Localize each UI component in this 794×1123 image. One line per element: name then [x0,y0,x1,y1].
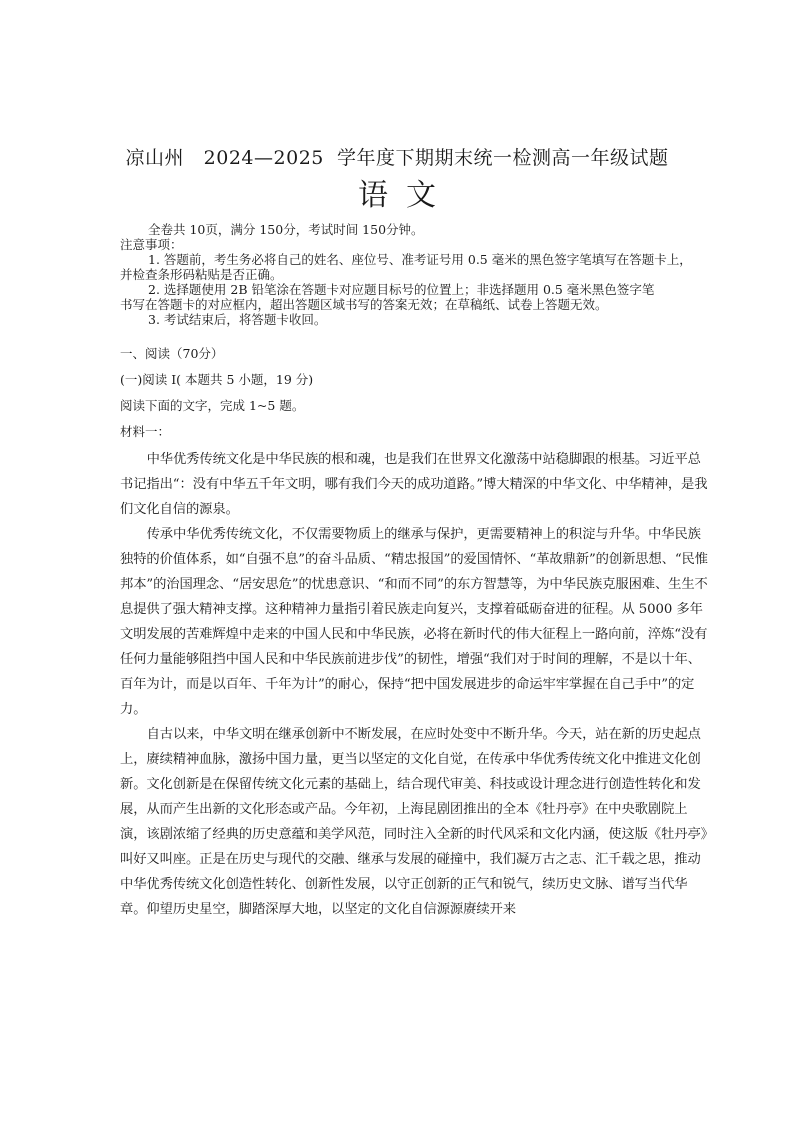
notice-item-continued: 书写在答题卡的对应框内，超出答题区域书写的答案无效；在草稿纸、试卷上答题无效。 [120,297,608,312]
subject-title: 语文 [358,178,454,213]
material-paragraph: 传承中华优秀传统文化，不仅需要物质上的继承与保护，更需要精神上的积淀与升华。中华民族独特的价值体系，如“自强不息”的奋斗品质、“精忠报国”的爱国情怀、“革故鼎新”的创新思想、“民惟邦本”的治国理念、“居安思危”的忧患意识、“和而不同”的东方智慧等，为中华民族克服困难、生生不息提供了强大精神支撑。这种精神力量指引着民族走向复兴，支撑着砥砺奋进的征程。从 5000 多年文明发展的苦难辉煌中走来的中国人民和中华民族，必将在新时代的伟大征程上一路向前，淬炼“没有任何力量能够阻挡中国人民和中华民族前进步伐”的韧性，增强“我们对于时间的理解，不是以十年、百年为计，而是以百年、千年为计”的耐心，保持“把中国发展进步的命运牢牢掌握在自己手中”的定力。 [120,527,708,717]
material-paragraph: 自古以来，中华文明在继承创新中不断发展，在应时处变中不断升华。今天，站在新的历史起点上，赓续精神血脉，激扬中国力量，更当以坚定的文化自觉，在传承中华优秀传统文化中推进文化创新。文化创新是在保留传统文化元素的基础上，结合现代审美、科技或设计理念进行创造性转化和发展，从而产生出新的文化形态或产品。今年初，上海昆剧团推出的全本《牡丹亭》在中央歌剧院上演，该剧浓缩了经典的历史意蕴和美学风范，同时注入全新的时代风采和文化内涵，使这版《牡丹亭》叫好又叫座。正是在历史与现代的交融、继承与发展的碰撞中，我们凝万古之志、汇千载之思，推动中华优秀传统文化创造性转化、创新性发展，以守正创新的正气和锐气，续历史文脉、谱写当代华章。仰望历史星空，脚踏深厚大地，以坚定的文化自信源源赓续开来 [120,727,708,917]
notice-item: 1. 答题前，考生务必将自己的姓名、座位号、准考证号用 0.5 毫米的黑色签字笔填写在答题卡上， [148,252,692,267]
subsection-heading: (一)阅读 I( 本题共 5 小题，19 分) [120,372,314,387]
notice-item-continued: 并检查条形码粘贴是否正确。 [120,267,283,282]
instructions [120,222,710,327]
exam-title: 凉山州 2024—2025 学年度下期期末统一检测高一年级试题 [125,147,669,169]
material-label: 材料一： [120,424,171,439]
notice-item: 3. 考试结束后，将答题卡收回。 [148,312,327,327]
exam-summary: 全卷共 10页，满分 150分，考试时间 150分钟。 [148,222,424,237]
part-heading: 一、阅读（70分） [120,346,224,361]
material-text [120,447,712,922]
material-paragraph: 中华优秀传统文化是中华民族的根和魂，也是我们在世界文化激荡中站稳脚跟的根基。习近平总书记指出“：没有中华五千年文明，哪有我们今天的成功道路。”博大精深的中华文化、中华精神，是我们文化自信的源泉。 [120,452,708,517]
notice-item: 2. 选择题使用 2B 铅笔涂在答题卡对应题目标号的位置上；非选择题用 0.5 毫米黑色签字笔 [148,282,655,297]
reading-directive: 阅读下面的文字，完成 1~5 题。 [120,398,305,413]
notice-heading: 注意事项： [120,237,183,252]
